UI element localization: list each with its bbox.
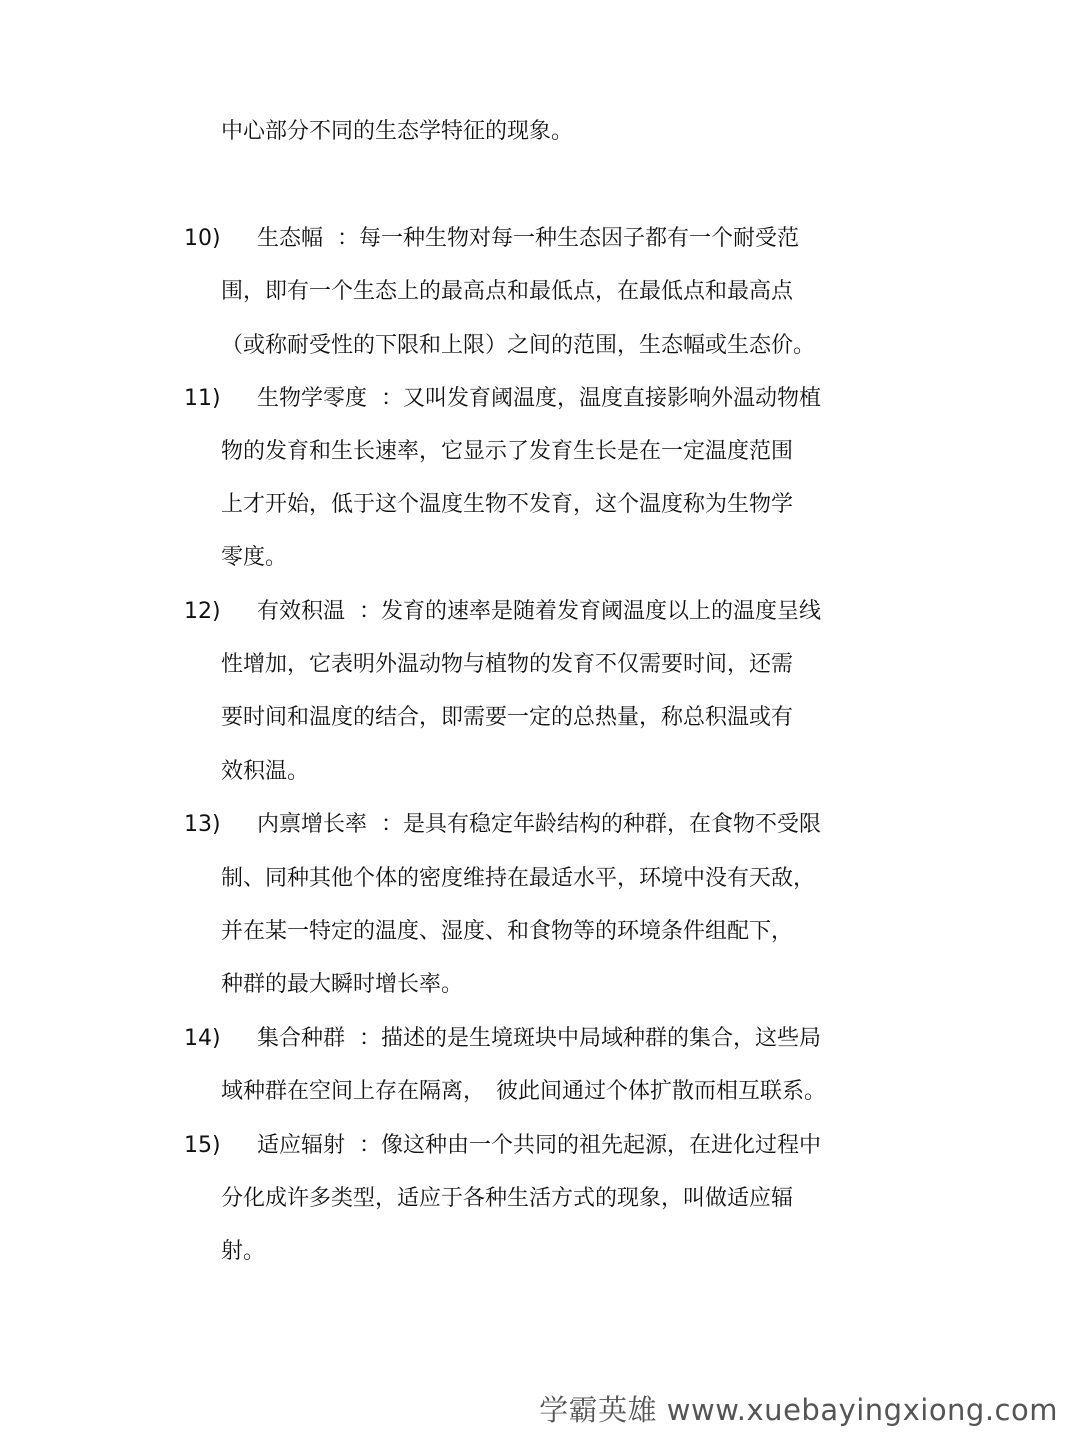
entry-first-line xyxy=(257,1131,821,1161)
entry-line: 上才开始，低于这个温度生物不发育，这个温度称为生物学 xyxy=(221,492,794,517)
entry-first-line xyxy=(257,810,821,840)
entry-term: 生物学零度 xyxy=(257,386,368,411)
entry-line: 制、同种其他个体的密度维持在最适水平，环境中没有天敌， xyxy=(221,866,816,891)
intro-line: 中心部分不同的生态学特征的现象。 xyxy=(221,119,574,144)
entry-first-line xyxy=(257,224,799,254)
entry-line: 性增加，它表明外温动物与植物的发育不仅需要时间，还需 xyxy=(221,652,794,677)
entry-first-line xyxy=(257,384,821,414)
entry-number: 12) xyxy=(184,599,221,624)
watermark: 学霸英雄 www.xuebayingxiong.com xyxy=(539,1393,1058,1427)
entry-line: 并在某一特定的温度、湿度、和食物等的环境条件组配下， xyxy=(221,919,794,944)
entry-first-line xyxy=(257,1024,821,1054)
entry-line: 种群的最大瞬时增长率。 xyxy=(221,972,464,997)
entry-line: 物的发育和生长速率，它显示了发育生长是在一定温度范围 xyxy=(221,439,794,464)
entry-text: ：又叫发育阈温度，温度直接影响外温动物植 xyxy=(381,386,822,411)
entry-text: ：发育的速率是随着发育阈温度以上的温度呈线 xyxy=(359,599,822,624)
entry-line: 围，即有一个生态上的最高点和最低点，在最低点和最高点 xyxy=(221,279,794,304)
entry-text: ：是具有稳定年龄结构的种群，在食物不受限 xyxy=(381,812,822,837)
entry-text: ：像这种由一个共同的祖先起源，在进化过程中 xyxy=(359,1133,822,1158)
entry-line: （或称耐受性的下限和上限）之间的范围，生态幅或生态价。 xyxy=(221,333,816,358)
entry-first-line xyxy=(257,597,821,627)
entry-text: ：描述的是生境斑块中局域种群的集合，这些局 xyxy=(359,1026,822,1051)
entry-term: 生态幅 xyxy=(257,226,324,251)
entry-line: 分化成许多类型，适应于各种生活方式的现象，叫做适应辐 xyxy=(221,1186,794,1211)
entry-number: 13) xyxy=(184,812,221,837)
entry-number: 15) xyxy=(184,1133,221,1158)
entry-number: 10) xyxy=(184,226,221,251)
entry-term: 集合种群 xyxy=(257,1026,346,1051)
entry-number: 14) xyxy=(184,1026,221,1051)
entry-line: 域种群在空间上存在隔离， 彼此间通过个体扩散而相互联系。 xyxy=(221,1079,827,1104)
entry-line: 射。 xyxy=(221,1239,266,1264)
entry-text: ：每一种生物对每一种生态因子都有一个耐受范 xyxy=(337,226,800,251)
entry-term: 有效积温 xyxy=(257,599,346,624)
entry-line: 零度。 xyxy=(221,545,288,570)
entry-line: 效积温。 xyxy=(221,759,310,784)
entry-term: 内禀增长率 xyxy=(257,812,368,837)
entry-term: 适应辐射 xyxy=(257,1133,346,1158)
entry-number: 11) xyxy=(184,386,221,411)
entry-line: 要时间和温度的结合，即需要一定的总热量，称总积温或有 xyxy=(221,705,794,730)
